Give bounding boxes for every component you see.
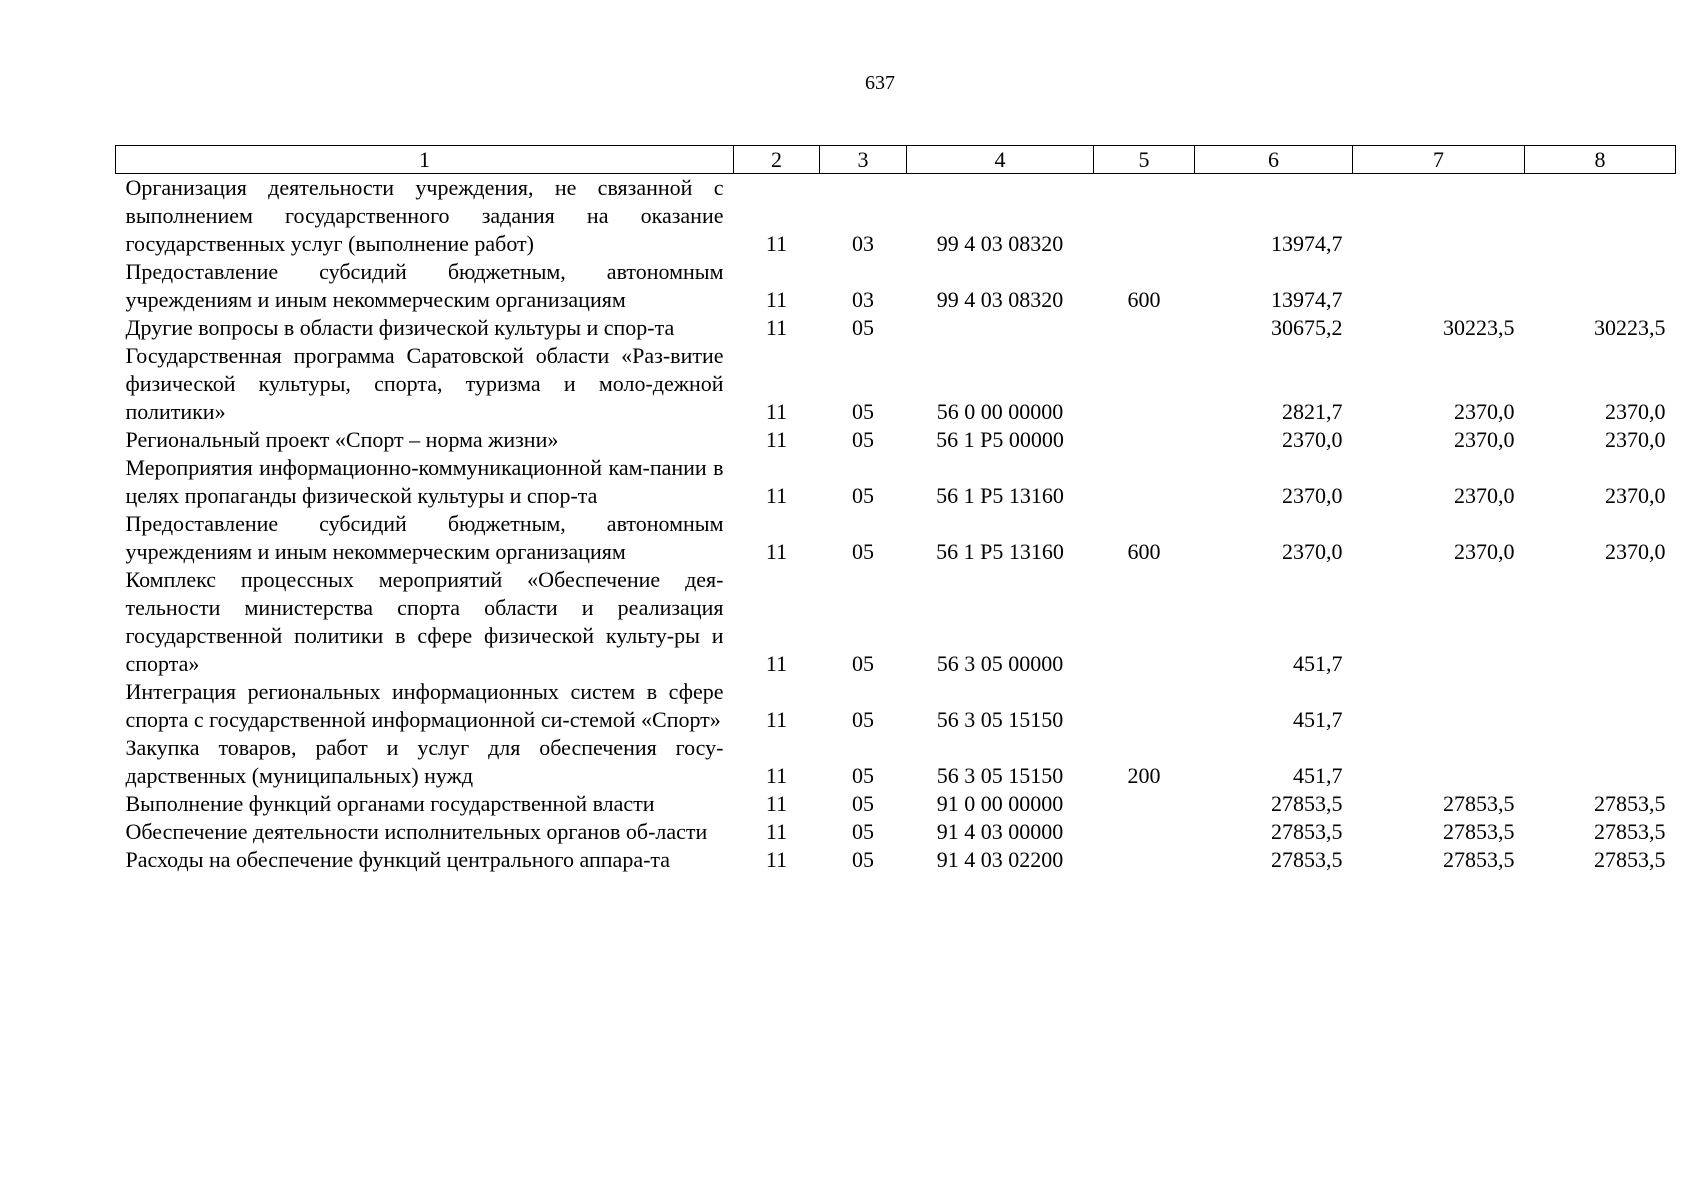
row-target-code: 56 1 P5 00000 [936,427,1064,452]
row-name-text: Государственная программа Саратовской области «Раз-витие физической культуры, спорта, туризма и моло-дежной политики» [125,343,724,424]
row-subsection: 05 [852,847,874,872]
row-subsection: 05 [852,427,874,452]
row-amount-8 [1525,258,1676,314]
row-amount-8 [1525,678,1676,734]
row-amount-8 [1525,734,1676,790]
row-amount-7: 2370,0 [1454,399,1515,424]
row-amount-8: 27853,5 [1594,819,1666,844]
table-row [116,314,1676,342]
row-section: 11 [765,791,788,816]
row-section: 11 [765,287,788,312]
row-expense-type [1094,314,1195,342]
row-name-text: Расходы на обеспечение функций центрального аппара-та [125,847,671,872]
row-subsection: 05 [852,763,874,788]
row-target-code: 56 3 05 15150 [936,707,1064,732]
row-section: 11 [765,763,788,788]
table-row [116,510,1676,566]
table-row [116,258,1676,314]
column-header: 3 [820,146,907,174]
row-target-code [907,314,1094,342]
row-target-code: 56 3 05 15150 [936,763,1064,788]
row-amount-7 [1353,174,1525,259]
row-subsection: 05 [852,819,874,844]
row-section: 11 [765,707,788,732]
row-amount-7 [1353,566,1525,678]
row-name [116,510,734,566]
row-amount-6: 2370,0 [1282,427,1343,452]
table-row [116,174,1676,259]
row-expense-type [1094,790,1195,818]
row-target-code: 91 4 03 02200 [936,847,1064,872]
row-section: 11 [765,483,788,508]
row-amount-6: 2370,0 [1282,539,1343,564]
row-section: 11 [765,427,788,452]
column-header: 4 [907,146,1094,174]
row-expense-type [1094,846,1195,874]
row-name-text: Комплекс процессных мероприятий «Обеспечение дея-тельности министерства спорта области и реализация государственной политики в сфере физической культу-ры и спорта» [125,567,724,676]
row-name [116,790,734,818]
row-section: 11 [765,819,788,844]
row-amount-7 [1353,734,1525,790]
row-amount-8 [1525,566,1676,678]
row-name-text: Интеграция региональных информационных систем в сфере спорта с государственной информационной си-стемой «Спорт» [125,679,724,732]
table-row [116,342,1676,426]
row-name [116,426,734,454]
budget-table [115,145,1676,874]
row-subsection: 05 [852,791,874,816]
page-number [0,72,1697,95]
row-name [116,342,734,426]
row-amount-6: 27853,5 [1271,819,1343,844]
row-name-text: Выполнение функций органами государственной власти [125,791,655,816]
row-expense-type [1094,818,1195,846]
row-name [116,314,734,342]
row-name [116,454,734,510]
row-target-code: 91 0 00 00000 [936,791,1064,816]
row-expense-type [1094,426,1195,454]
row-amount-6: 2821,7 [1282,399,1343,424]
row-amount-8: 2370,0 [1605,539,1666,564]
row-amount-8: 2370,0 [1605,399,1666,424]
row-amount-8: 30223,5 [1594,315,1666,340]
row-target-code: 56 1 P5 13160 [936,539,1064,564]
row-amount-7: 27853,5 [1443,819,1515,844]
row-amount-6: 13974,7 [1271,231,1343,256]
row-amount-7: 2370,0 [1454,427,1515,452]
row-amount-7: 30223,5 [1443,315,1515,340]
table-body [116,174,1676,875]
row-name [116,846,734,874]
row-name-text: Предоставление субсидий бюджетным, автономным учреждениям и иным некоммерческим организациям [125,259,724,312]
row-expense-type [1094,174,1195,259]
table-row [116,846,1676,874]
table-row [116,426,1676,454]
row-expense-type: 600 [1127,539,1161,564]
table-row [116,566,1676,678]
column-header: 8 [1525,146,1676,174]
row-name [116,566,734,678]
row-target-code: 99 4 03 08320 [936,287,1064,312]
row-amount-6: 27853,5 [1271,847,1343,872]
row-section: 11 [765,847,788,872]
row-section: 11 [765,651,788,676]
row-name-text: Организация деятельности учреждения, не связанной с выполнением государственного задания на оказание государственных услуг (выполнение работ) [125,175,724,256]
row-amount-7: 2370,0 [1454,483,1515,508]
row-name-text: Другие вопросы в области физической культуры и спор-та [125,315,675,340]
row-amount-6: 451,7 [1293,707,1343,732]
row-subsection: 05 [852,707,874,732]
column-header: 1 [116,146,734,174]
row-amount-6: 451,7 [1293,763,1343,788]
row-amount-8: 27853,5 [1594,847,1666,872]
page-number-text: 637 [865,72,895,94]
table-row [116,734,1676,790]
row-amount-8: 2370,0 [1605,427,1666,452]
row-subsection: 05 [852,483,874,508]
table-row [116,818,1676,846]
row-section: 11 [765,539,788,564]
table-row [116,678,1676,734]
row-target-code: 56 1 P5 13160 [936,483,1064,508]
row-subsection: 05 [852,399,874,424]
row-name [116,818,734,846]
table-header [116,146,1676,174]
row-name-text: Предоставление субсидий бюджетным, автономным учреждениям и иным некоммерческим организациям [125,511,724,564]
row-subsection: 05 [852,651,874,676]
row-target-code: 91 4 03 00000 [936,819,1064,844]
row-subsection: 03 [852,287,874,312]
row-target-code: 56 3 05 00000 [936,651,1064,676]
row-expense-type: 600 [1127,287,1161,312]
row-amount-6: 30675,2 [1271,315,1343,340]
row-amount-7: 27853,5 [1443,847,1515,872]
column-header: 6 [1195,146,1353,174]
row-subsection: 05 [852,539,874,564]
table-row [116,790,1676,818]
row-target-code: 56 0 00 00000 [936,399,1064,424]
row-amount-6: 13974,7 [1271,287,1343,312]
row-section: 11 [765,315,788,340]
row-name-text: Региональный проект «Спорт – норма жизни» [125,427,559,452]
row-name [116,678,734,734]
column-header: 2 [734,146,820,174]
row-amount-6: 27853,5 [1271,791,1343,816]
row-name [116,258,734,314]
column-header: 5 [1094,146,1195,174]
row-name-text: Закупка товаров, работ и услуг для обеспечения госу-дарственных (муниципальных) нужд [125,735,724,788]
row-section: 11 [765,231,788,256]
row-amount-7 [1353,258,1525,314]
row-amount-7: 27853,5 [1443,791,1515,816]
row-amount-7: 2370,0 [1454,539,1515,564]
row-target-code: 99 4 03 08320 [936,231,1064,256]
row-subsection: 03 [852,231,874,256]
row-expense-type [1094,342,1195,426]
row-section: 11 [765,399,788,424]
row-amount-8 [1525,174,1676,259]
row-name-text: Мероприятия информационно-коммуникационной кам-пании в целях пропаганды физической культуры и спор-та [125,455,724,508]
row-expense-type [1094,566,1195,678]
row-amount-7 [1353,678,1525,734]
row-name [116,174,734,259]
row-expense-type [1094,454,1195,510]
row-amount-8: 2370,0 [1605,483,1666,508]
column-header: 7 [1353,146,1525,174]
row-expense-type [1094,678,1195,734]
row-amount-8: 27853,5 [1594,791,1666,816]
row-amount-6: 2370,0 [1282,483,1343,508]
row-name-text: Обеспечение деятельности исполнительных органов об-ласти [125,819,708,844]
row-name [116,734,734,790]
row-subsection: 05 [852,315,874,340]
header-row [116,146,1676,174]
row-amount-6: 451,7 [1293,651,1343,676]
table-row [116,454,1676,510]
row-expense-type: 200 [1127,763,1161,788]
